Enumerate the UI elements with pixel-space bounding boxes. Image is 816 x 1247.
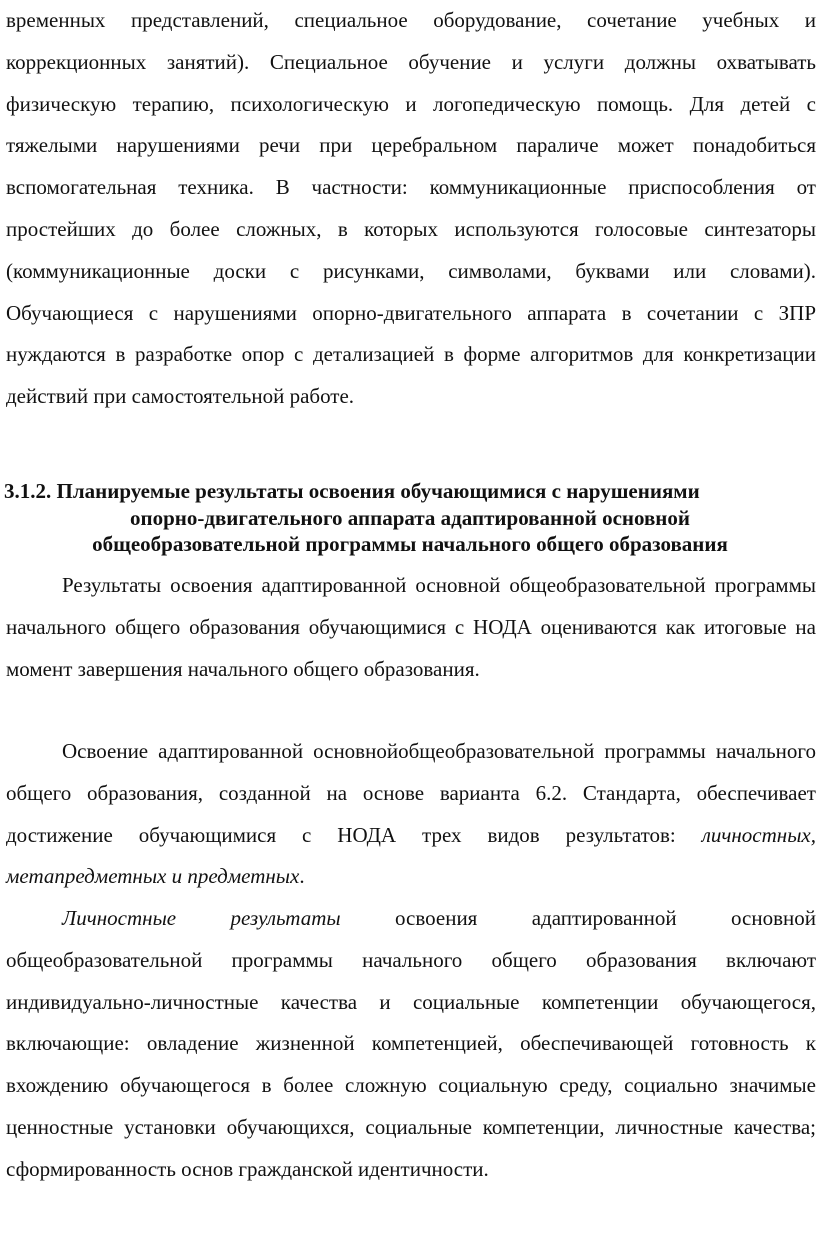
paragraph-special-education: временных представлений, специальное оборудование, сочетание учебных и коррекционных занятий). Специальное обучение и услуги должны охватывать физическую терапию, психологическую и логопедическую помощь. Для детей с тяжелыми нарушениями речи при церебральном параличе может понадобиться вспомогательная техника. В частности: коммуникационные приспособления от простейших до более сложных, в которых используются голосовые синтезаторы (коммуникационные доски с рисунками, символами, буквами или словами). Обучающиеся с нарушениями опорно-двигательного аппарата в сочетании с ЗПР нуждаются в разработке опор с детализацией в форме алгоритмов для конкретизации действий при самостоятельной работе. — [6, 8, 816, 409]
result-types: личностных, метапредметных и предметных — [6, 822, 816, 889]
paragraph-mastery — [6, 731, 816, 898]
paragraph-results: Результаты освоения адаптированной основной общеобразовательной программы начального общего образования обучающимися с НОДА оцениваются как итоговые на момент завершения начального общего образования. — [6, 573, 816, 681]
personal-results-term: Личностные результаты — [62, 906, 341, 930]
paragraph-personal-results — [6, 898, 816, 1191]
mastery-end: . — [299, 864, 305, 889]
section-heading — [4, 478, 816, 558]
heading-line-2: опорно-двигательного аппарата адаптированной основной — [129, 505, 691, 530]
heading-line-1: 3.1.2. Планируемые результаты освоения обучающимися с нарушениями — [4, 479, 700, 503]
heading-line-3: общеобразовательной программы начального общего образования — [92, 532, 728, 556]
mastery-text: Освоение адаптированной основнойобщеобразовательной программы начального общего образования, созданной на основе варианта 6.2. Стандарта, обеспечивает достижение обучающимися с НОДА трех видов результатов: — [6, 739, 816, 847]
personal-results-text: освоения адаптированной основной общеобразовательной программы начального общего образования включают индивидуально-личностные качества и социальные компетенции обучающегося, включающие: овладение жизненной компетенцией, обеспечивающей готовность к вхождению обучающегося в более сложную социальную среду, социально значимые ценностные установки обучающихся, социальные компетенции, личностные качества; сформированность основ гражданской идентичности. — [6, 906, 816, 1181]
